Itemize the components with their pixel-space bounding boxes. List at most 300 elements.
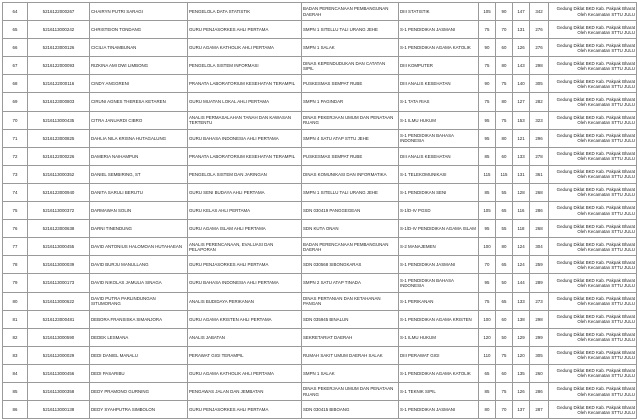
cell-registration-number: 5216123000803: [28, 93, 90, 111]
cell-education: S-1 PENDIDIKAN AGAMA KATOLIK: [399, 39, 479, 57]
cell-score-2: 60: [496, 310, 513, 328]
cell-score-3: 124: [513, 238, 530, 256]
cell-score-2: 75: [496, 346, 513, 364]
cell-work-unit: SDN KUTA ONAN: [302, 220, 399, 238]
cell-position: ANALIS JABATAN: [188, 328, 302, 346]
cell-score-1: 85: [479, 183, 496, 201]
cell-score-1: 75: [479, 21, 496, 39]
cell-score-1: 95: [479, 274, 496, 292]
cell-number: 67: [3, 57, 28, 75]
cell-score-3: 126: [513, 39, 530, 57]
cell-test-location: [549, 220, 637, 238]
results-table: [2, 2, 637, 419]
location-line-1: Gedung Diklat BKD Kab. Pakpak Bharat: [556, 151, 635, 157]
table-row: [3, 129, 637, 147]
cell-work-unit: BADAN PERENCANAAN PEMBANGUNAN DAERAH: [302, 3, 399, 21]
cell-position: GURU AGAMA ISLAM AHLI PERTAMA: [188, 220, 302, 238]
table-row: [3, 382, 637, 400]
table-row: [3, 310, 637, 328]
cell-work-unit: SMPN 1 SITELLU TALI URANG JEHE: [302, 183, 399, 201]
cell-registration-number: 5216122000267: [28, 3, 90, 21]
cell-name: DARNI TINENDUNG: [90, 220, 188, 238]
table-row: [3, 202, 637, 220]
cell-registration-number: 5216122000226: [28, 147, 90, 165]
cell-registration-number: 5216113000352: [28, 165, 90, 183]
cell-work-unit: SDN 035945 BINALUN: [302, 310, 399, 328]
location-line-2: Oleh Kecamatan STTU JULU: [577, 83, 635, 89]
cell-total-score: 276: [530, 39, 549, 57]
cell-position: ANALIS PERMASALAHAN TANAH DAN KAWASAN TERTENTU: [188, 111, 302, 129]
cell-number: 85: [3, 382, 28, 400]
table-row: [3, 93, 637, 111]
cell-score-3: 120: [513, 346, 530, 364]
location-line-1: Gedung Diklat BKD Kab. Pakpak Bharat: [556, 386, 635, 392]
cell-test-location: [549, 39, 637, 57]
cell-score-2: 70: [496, 401, 513, 419]
cell-total-score: 273: [530, 292, 549, 310]
cell-score-2: 80: [496, 57, 513, 75]
table-row: [3, 21, 637, 39]
table-row: [3, 3, 637, 21]
cell-score-1: 80: [479, 401, 496, 419]
cell-work-unit: BADAN PERENCANAAN PEMBANGUNAN DAERAH: [302, 238, 399, 256]
cell-work-unit: SMPN 2 SATU ATAP TINADA: [302, 274, 399, 292]
cell-number: 73: [3, 165, 28, 183]
cell-registration-number: 5216113000138: [28, 401, 90, 419]
cell-name: CIRUNI AGNES THERESA KETAREN: [90, 93, 188, 111]
cell-position: PENGAWAS JALAN DAN JEMBATAN: [188, 382, 302, 400]
cell-name: DEDI PASARIBU: [90, 364, 188, 382]
cell-score-1: 100: [479, 310, 496, 328]
cell-score-3: 140: [513, 75, 530, 93]
cell-score-3: 126: [513, 382, 530, 400]
cell-name: CINDY ANGGRENI: [90, 75, 188, 93]
cell-score-2: 90: [496, 3, 513, 21]
table-row: [3, 292, 637, 310]
cell-number: 66: [3, 39, 28, 57]
cell-score-1: 105: [479, 202, 496, 220]
cell-education: S-1 PENDIDIKAN AGAMA KRISTEN: [399, 310, 479, 328]
cell-score-1: 85: [479, 382, 496, 400]
cell-score-3: 127: [513, 93, 530, 111]
table-row: [3, 220, 637, 238]
cell-score-2: 65: [496, 202, 513, 220]
cell-score-3: 129: [513, 328, 530, 346]
cell-position: ANALIS BUDIDAYA PERIKANAN: [188, 292, 302, 310]
cell-score-2: 80: [496, 129, 513, 147]
location-line-2: Oleh Kecamatan STTU JULU: [577, 337, 635, 343]
cell-total-score: 323: [530, 111, 549, 129]
cell-name: DAVID BURJU MANULLANG: [90, 256, 188, 274]
cell-score-2: 70: [496, 21, 513, 39]
cell-total-score: 286: [530, 382, 549, 400]
cell-number: 81: [3, 310, 28, 328]
location-line-2: Oleh Kecamatan STTU JULU: [577, 174, 635, 180]
cell-score-3: 133: [513, 147, 530, 165]
cell-education: DIII ANALIS KESEHATAN: [399, 75, 479, 93]
cell-registration-number: 5216113000173: [28, 274, 90, 292]
location-line-2: Oleh Kecamatan STTU JULU: [577, 192, 635, 198]
cell-number: 77: [3, 238, 28, 256]
location-line-1: Gedung Diklat BKD Kab. Pakpak Bharat: [556, 295, 635, 301]
location-line-1: Gedung Diklat BKD Kab. Pakpak Bharat: [556, 223, 635, 229]
cell-total-score: 289: [530, 274, 549, 292]
cell-position: GURU PENJASORKES AHLI PERTAMA: [188, 401, 302, 419]
cell-name: CHRISTEION TONDANG: [90, 21, 188, 39]
cell-registration-number: 5216112000029: [28, 346, 90, 364]
cell-score-3: 133: [513, 292, 530, 310]
cell-position: PRANATA LABORATORIUM KESEHATAN TERAMPIL: [188, 147, 302, 165]
cell-total-score: 287: [530, 401, 549, 419]
cell-score-3: 124: [513, 256, 530, 274]
cell-score-2: 55: [496, 220, 513, 238]
cell-name: CICILIA TINAMBUNAN: [90, 39, 188, 57]
cell-work-unit: DINAS PERTANIAN DAN KETAHANAN PANGAN: [302, 292, 399, 310]
cell-test-location: [549, 202, 637, 220]
location-line-1: Gedung Diklat BKD Kab. Pakpak Bharat: [556, 96, 635, 102]
cell-test-location: [549, 346, 637, 364]
location-line-1: Gedung Diklat BKD Kab. Pakpak Bharat: [556, 42, 635, 48]
cell-score-3: 131: [513, 165, 530, 183]
cell-work-unit: SDN 030415 BIBOANG: [302, 401, 399, 419]
location-line-1: Gedung Diklat BKD Kab. Pakpak Bharat: [556, 205, 635, 211]
cell-position: PENGELOLA SISTEM DAN JARINGAN: [188, 165, 302, 183]
cell-test-location: [549, 364, 637, 382]
cell-total-score: 298: [530, 57, 549, 75]
table-body: [3, 3, 637, 419]
cell-education: S-1 PERIKANAN: [399, 292, 479, 310]
location-line-2: Oleh Kecamatan STTU JULU: [577, 65, 635, 71]
cell-test-location: [549, 93, 637, 111]
cell-education: S-1 PENDIDIKAN JASMANI: [399, 21, 479, 39]
location-line-1: Gedung Diklat BKD Kab. Pakpak Bharat: [556, 60, 635, 66]
location-line-1: Gedung Diklat BKD Kab. Pakpak Bharat: [556, 78, 635, 84]
cell-number: 82: [3, 328, 28, 346]
cell-score-1: 110: [479, 346, 496, 364]
cell-registration-number: 5216113000358: [28, 382, 90, 400]
cell-test-location: [549, 310, 637, 328]
cell-total-score: 299: [530, 328, 549, 346]
cell-score-1: 95: [479, 111, 496, 129]
cell-position: GURU PENJASORKES AHLI PERTAMA: [188, 21, 302, 39]
cell-work-unit: PUSKESMAS SEMPAT RUBE: [302, 75, 399, 93]
cell-score-3: 147: [513, 3, 530, 21]
cell-registration-number: 5216123000940: [28, 183, 90, 201]
cell-education: S-2 MANAJEMEN: [399, 238, 479, 256]
cell-education: S-1 PENDIDIKAN BAHASA INDONESIA: [399, 274, 479, 292]
cell-position: GURU AGAMA KRISTEN AHLI PERTAMA: [188, 310, 302, 328]
cell-number: 75: [3, 202, 28, 220]
table-row: [3, 328, 637, 346]
cell-registration-number: 5216123000638: [28, 220, 90, 238]
cell-score-1: 95: [479, 129, 496, 147]
cell-test-location: [549, 129, 637, 147]
cell-test-location: [549, 165, 637, 183]
cell-education: DIII PERAWAT GIGI: [399, 346, 479, 364]
cell-registration-number: 5216113000455: [28, 238, 90, 256]
cell-score-3: 135: [513, 364, 530, 382]
cell-registration-number: 5216113000372: [28, 202, 90, 220]
cell-test-location: [549, 75, 637, 93]
location-line-2: Oleh Kecamatan STTU JULU: [577, 47, 635, 53]
cell-education: S-1/D-IV PENDIDIKAN AGAMA ISLAM: [399, 220, 479, 238]
location-line-2: Oleh Kecamatan STTU JULU: [577, 301, 635, 307]
cell-score-2: 65: [496, 292, 513, 310]
location-line-2: Oleh Kecamatan STTU JULU: [577, 210, 635, 216]
cell-total-score: 304: [530, 238, 549, 256]
cell-total-score: 259: [530, 256, 549, 274]
cell-registration-number: 5216122000116: [28, 75, 90, 93]
location-line-2: Oleh Kecamatan STTU JULU: [577, 11, 635, 17]
cell-name: DEDEK LESMANA: [90, 328, 188, 346]
location-line-1: Gedung Diklat BKD Kab. Pakpak Bharat: [556, 277, 635, 283]
cell-test-location: [549, 328, 637, 346]
cell-score-2: 75: [496, 382, 513, 400]
cell-education: S-1/D-IV PGSD: [399, 202, 479, 220]
cell-name: DEDY SYAHPUTRA SIMBOLON: [90, 401, 188, 419]
location-line-2: Oleh Kecamatan STTU JULU: [577, 120, 635, 126]
location-line-1: Gedung Diklat BKD Kab. Pakpak Bharat: [556, 241, 635, 247]
cell-score-1: 85: [479, 147, 496, 165]
cell-work-unit: RUMAH SAKIT UMUM DAERAH SALAK: [302, 346, 399, 364]
cell-score-1: 120: [479, 328, 496, 346]
cell-registration-number: 5216113000456: [28, 364, 90, 382]
cell-score-2: 60: [496, 147, 513, 165]
cell-test-location: [549, 292, 637, 310]
cell-name: DEDI DANIEL MANALU: [90, 346, 188, 364]
table-row: [3, 274, 637, 292]
cell-score-2: 60: [496, 364, 513, 382]
table-row: [3, 57, 637, 75]
cell-name: CHAIRYN PUTRI SARAGI: [90, 3, 188, 21]
table-row: [3, 111, 637, 129]
table-row: [3, 165, 637, 183]
location-line-1: Gedung Diklat BKD Kab. Pakpak Bharat: [556, 259, 635, 265]
cell-score-3: 144: [513, 274, 530, 292]
cell-test-location: [549, 147, 637, 165]
cell-number: 68: [3, 75, 28, 93]
cell-work-unit: DINAS KEPENDUDUKAN DAN CATATAN SIPIL: [302, 57, 399, 75]
cell-work-unit: SDN 030568 SIBONGKARAS: [302, 256, 399, 274]
cell-score-3: 128: [513, 183, 530, 201]
cell-name: DANITA SARULI BERUTU: [90, 183, 188, 201]
cell-score-2: 50: [496, 328, 513, 346]
cell-score-3: 121: [513, 129, 530, 147]
cell-education: S-1 ILMU HUKUM: [399, 328, 479, 346]
location-line-1: Gedung Diklat BKD Kab. Pakpak Bharat: [556, 169, 635, 175]
cell-education: S-1 TELEKOMUNIKASI: [399, 165, 479, 183]
cell-test-location: [549, 57, 637, 75]
location-line-1: Gedung Diklat BKD Kab. Pakpak Bharat: [556, 350, 635, 356]
cell-number: 79: [3, 274, 28, 292]
cell-total-score: 268: [530, 220, 549, 238]
table-row: [3, 238, 637, 256]
cell-name: DAVID PUTRA PARLINDUNGAN SITUMORANG: [90, 292, 188, 310]
cell-name: DAVID ANTONIUS HALOMOAN HUTAHAEAN: [90, 238, 188, 256]
table-row: [3, 39, 637, 57]
location-line-2: Oleh Kecamatan STTU JULU: [577, 138, 635, 144]
cell-number: 76: [3, 220, 28, 238]
location-line-2: Oleh Kecamatan STTU JULU: [577, 409, 635, 415]
cell-score-2: 80: [496, 238, 513, 256]
cell-education: S-1 PENDIDIKAN JASMANI: [399, 256, 479, 274]
cell-registration-number: 5216113000590: [28, 328, 90, 346]
cell-score-2: 75: [496, 111, 513, 129]
location-line-2: Oleh Kecamatan STTU JULU: [577, 319, 635, 325]
table-row: [3, 364, 637, 382]
cell-score-2: 80: [496, 93, 513, 111]
cell-position: GURU BAHASA INDONESIA AHLI PERTAMA: [188, 129, 302, 147]
cell-test-location: [549, 382, 637, 400]
cell-number: 83: [3, 346, 28, 364]
cell-work-unit: SMPN 1 PAGINDAR: [302, 93, 399, 111]
location-line-2: Oleh Kecamatan STTU JULU: [577, 246, 635, 252]
cell-name: DARMAWAN SOLIN: [90, 202, 188, 220]
location-line-1: Gedung Diklat BKD Kab. Pakpak Bharat: [556, 24, 635, 30]
cell-score-1: 90: [479, 39, 496, 57]
cell-registration-number: 5216123000481: [28, 310, 90, 328]
location-line-2: Oleh Kecamatan STTU JULU: [577, 264, 635, 270]
location-line-1: Gedung Diklat BKD Kab. Pakpak Bharat: [556, 187, 635, 193]
cell-number: 71: [3, 129, 28, 147]
cell-number: 80: [3, 292, 28, 310]
cell-test-location: [549, 401, 637, 419]
cell-position: GURU AGAMA KATHOLIK AHLI PERTAMA: [188, 364, 302, 382]
cell-registration-number: 5216113000039: [28, 256, 90, 274]
location-line-1: Gedung Diklat BKD Kab. Pakpak Bharat: [556, 133, 635, 139]
cell-education: S-1 PENDIDIKAN BAHASA INDONESIA: [399, 129, 479, 147]
cell-number: 74: [3, 183, 28, 201]
cell-work-unit: SEKRETARIAT DAERAH: [302, 328, 399, 346]
table-row: [3, 75, 637, 93]
cell-position: PRANATA LABORATORIUM KESEHATAN TERAMPIL: [188, 75, 302, 93]
cell-test-location: [549, 183, 637, 201]
cell-position: ANALIS PERENCANAAN, EVALUASI DAN PELAPORAN: [188, 238, 302, 256]
cell-test-location: [549, 111, 637, 129]
location-line-1: Gedung Diklat BKD Kab. Pakpak Bharat: [556, 404, 635, 410]
cell-registration-number: 5216123000126: [28, 39, 90, 57]
cell-total-score: 260: [530, 364, 549, 382]
cell-name: CITRA JANUARDI CIBRO: [90, 111, 188, 129]
cell-number: 64: [3, 3, 28, 21]
cell-test-location: [549, 274, 637, 292]
cell-score-3: 116: [513, 202, 530, 220]
cell-total-score: 278: [530, 147, 549, 165]
cell-total-score: 305: [530, 75, 549, 93]
cell-name: DAMERIA NAIHAMPUN: [90, 147, 188, 165]
cell-registration-number: 5216113000435: [28, 111, 90, 129]
cell-position: GURU BAHASA INDONESIA AHLI PERTAMA: [188, 274, 302, 292]
location-line-2: Oleh Kecamatan STTU JULU: [577, 156, 635, 162]
cell-score-1: 105: [479, 3, 496, 21]
cell-total-score: 296: [530, 129, 549, 147]
cell-name: DAVID NIKOLAS JAMULIA SINAGA: [90, 274, 188, 292]
cell-position: PENGELOLA SISTEM INFORMASI: [188, 57, 302, 75]
cell-total-score: 286: [530, 202, 549, 220]
cell-score-1: 100: [479, 238, 496, 256]
cell-score-1: 75: [479, 93, 496, 111]
cell-score-1: 115: [479, 165, 496, 183]
cell-education: S-1 PENDIDIKAN SENI: [399, 183, 479, 201]
table-row: [3, 183, 637, 201]
cell-total-score: 361: [530, 165, 549, 183]
cell-score-1: 65: [479, 364, 496, 382]
location-line-2: Oleh Kecamatan STTU JULU: [577, 355, 635, 361]
cell-score-1: 95: [479, 220, 496, 238]
cell-total-score: 342: [530, 3, 549, 21]
cell-total-score: 305: [530, 346, 549, 364]
location-line-1: Gedung Diklat BKD Kab. Pakpak Bharat: [556, 368, 635, 374]
cell-education: DIII ANALIS KESEHATAN: [399, 147, 479, 165]
cell-position: GURU KELAS AHLI PERTAMA: [188, 202, 302, 220]
cell-position: GURU MUATAN LOKAL AHLI PERTAMA: [188, 93, 302, 111]
cell-work-unit: PUSKESMAS SEMPAT RUBE: [302, 147, 399, 165]
cell-work-unit: SMPN 1 SALAK: [302, 39, 399, 57]
cell-registration-number: 5216113000242: [28, 21, 90, 39]
location-line-1: Gedung Diklat BKD Kab. Pakpak Bharat: [556, 6, 635, 12]
location-line-2: Oleh Kecamatan STTU JULU: [577, 29, 635, 35]
cell-score-3: 143: [513, 57, 530, 75]
cell-name: DEBORA FRANSISKA SIMANJORA: [90, 310, 188, 328]
cell-score-3: 118: [513, 220, 530, 238]
cell-work-unit: SMPN 1 SALAK: [302, 364, 399, 382]
cell-score-3: 138: [513, 310, 530, 328]
cell-position: GURU SENI BUDAYA AHLI PERTAMA: [188, 183, 302, 201]
cell-position: GURU PENJASORKES AHLI PERTAMA: [188, 256, 302, 274]
cell-score-3: 137: [513, 401, 530, 419]
cell-education: S-1 ILMU HUKUM: [399, 111, 479, 129]
cell-number: 69: [3, 93, 28, 111]
cell-score-1: 75: [479, 292, 496, 310]
location-line-2: Oleh Kecamatan STTU JULU: [577, 282, 635, 288]
cell-score-1: 75: [479, 57, 496, 75]
location-line-1: Gedung Diklat BKD Kab. Pakpak Bharat: [556, 314, 635, 320]
cell-name: RIZKINA AMI DWI LIMBONG: [90, 57, 188, 75]
table-row: [3, 346, 637, 364]
cell-score-1: 90: [479, 75, 496, 93]
cell-education: DIII KOMPUTER: [399, 57, 479, 75]
table-row: [3, 147, 637, 165]
cell-position: PENGELOLA DATA STATISTIK: [188, 3, 302, 21]
location-line-1: Gedung Diklat BKD Kab. Pakpak Bharat: [556, 332, 635, 338]
location-line-2: Oleh Kecamatan STTU JULU: [577, 373, 635, 379]
cell-name: DANIEL SEMBIRING, ST: [90, 165, 188, 183]
cell-score-3: 131: [513, 21, 530, 39]
cell-total-score: 298: [530, 310, 549, 328]
cell-work-unit: SMPN 4 SATU ATAP STTU JEHE: [302, 129, 399, 147]
cell-work-unit: DINAS PEKERJAAN UMUM DAN PENATAAN RUANG: [302, 111, 399, 129]
cell-education: S-1 TEKNIK SIPIL: [399, 382, 479, 400]
cell-score-1: 70: [479, 256, 496, 274]
cell-test-location: [549, 21, 637, 39]
cell-work-unit: SMPN 1 SITELLU TALI URANG JEHE: [302, 21, 399, 39]
cell-number: 70: [3, 111, 28, 129]
cell-test-location: [549, 3, 637, 21]
results-sheet: [2, 2, 636, 419]
cell-education: S-1 PENDIDIKAN AGAMA KATOLIK: [399, 364, 479, 382]
cell-registration-number: 5216113000622: [28, 292, 90, 310]
cell-education: S-1 PENDIDIKAN JASMANI: [399, 401, 479, 419]
cell-registration-number: 5216123000825: [28, 129, 90, 147]
cell-position: GURU AGAMA KATHOLIK AHLI PERTAMA: [188, 39, 302, 57]
cell-score-2: 60: [496, 39, 513, 57]
cell-number: 84: [3, 364, 28, 382]
cell-test-location: [549, 256, 637, 274]
cell-total-score: 282: [530, 93, 549, 111]
cell-registration-number: 5216122000093: [28, 57, 90, 75]
location-line-2: Oleh Kecamatan STTU JULU: [577, 391, 635, 397]
location-line-1: Gedung Diklat BKD Kab. Pakpak Bharat: [556, 115, 635, 121]
